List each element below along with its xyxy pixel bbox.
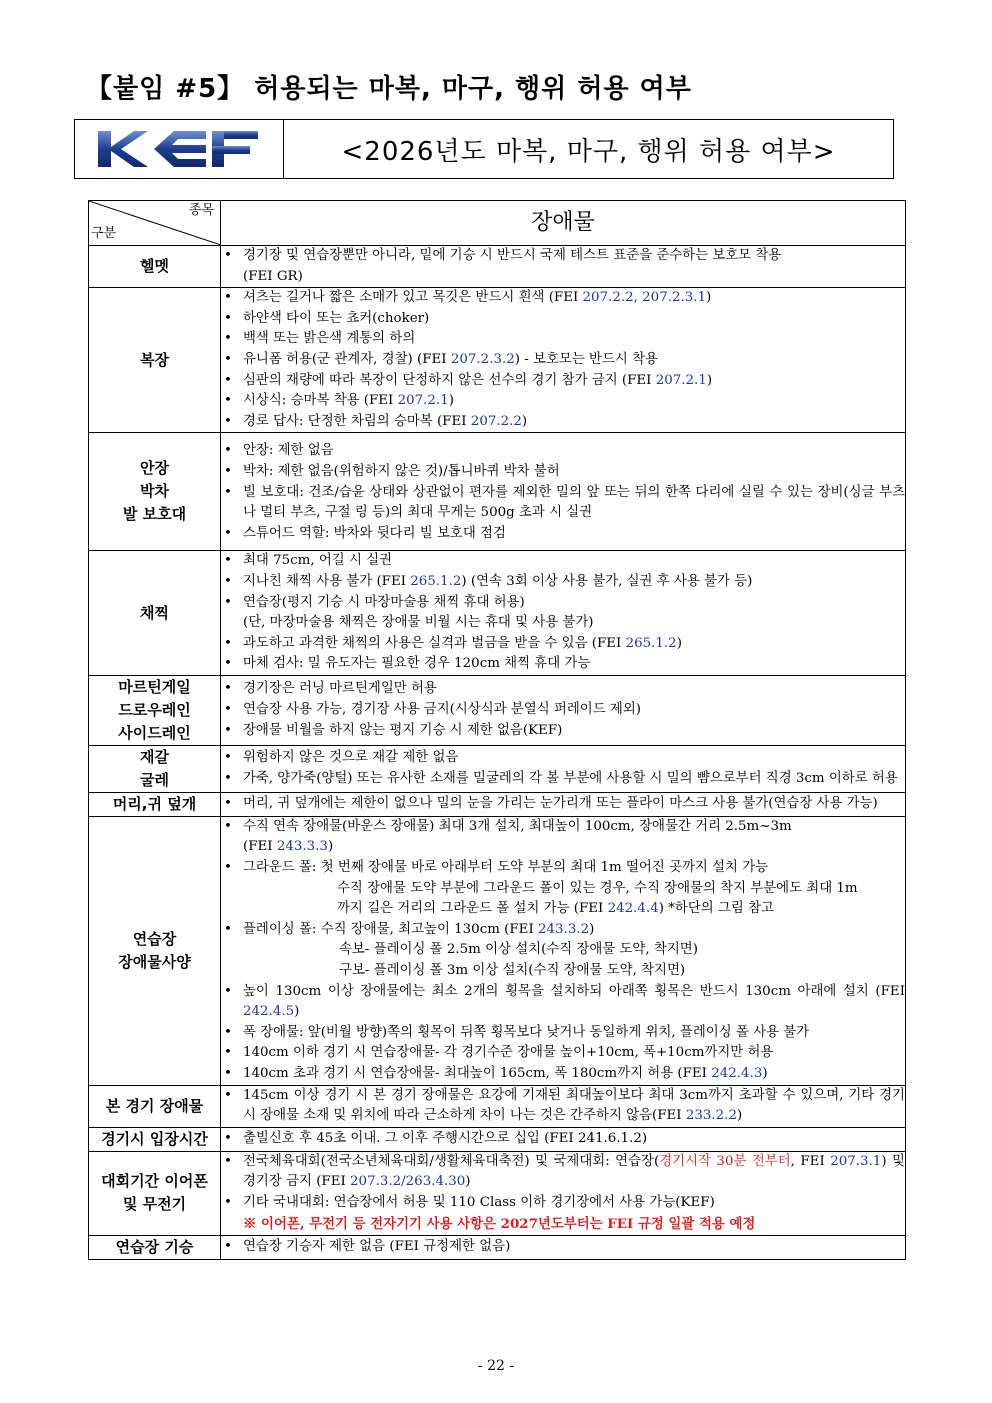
corner-bottom-label: 구분 [91, 226, 117, 242]
list-item: • 출빌신호 후 45초 이내. 그 이후 주행시간으로 십입 (FEI 241.6.1.2) [221, 1129, 905, 1150]
kef-logo-icon [94, 127, 264, 171]
list-item: • 빌 보호대: 건조/습윤 상태와 상관없이 편자를 제외한 밀의 앞 또는 뒤의 한쪽 다리에 실릴 수 있는 장비(싱글 부츠나 멀티 부츠, 구절 링 등)의 최대 무게는 500g 초과 시 실권 [221, 483, 905, 524]
list-item: • 플레이싱 폴: 수직 장애물, 최고높이 130cm (FEI 243.3.2) 속보- 플레이싱 폴 2.5m 이상 설치(수직 장애물 도약, 착지면) 구보- 플레이싱 폴 3m 이상 설치(수직 장애물 도약, 착지면) [221, 920, 905, 982]
row-content [221, 551, 906, 676]
list-item: • 백색 또는 밝은색 계통의 하의 [221, 329, 905, 350]
list-item: • 경기장 및 연습장뿐만 아니라, 밑에 기승 시 반드시 국제 테스트 표준을 준수하는 보호모 착용 (FEI GR) [221, 246, 905, 287]
list-item: • 머리, 귀 덮개에는 제한이 없으나 밀의 눈을 가리는 눈가리개 또는 플라이 마스크 사용 불가(연습장 사용 가능) [221, 794, 905, 815]
list-item: • 유니폼 허용(군 관계자, 경찰) (FEI 207.2.3.2) - 보호모는 반드시 착용 [221, 350, 905, 371]
list-item: • 시상식: 승마복 착용 (FEI 207.2.1) [221, 391, 905, 412]
table-row [89, 745, 906, 792]
list-item: • 과도하고 과격한 채찍의 사용은 실격과 벌금을 받을 수 있음 (FEI 265.1.2) [221, 634, 905, 655]
row-content [221, 816, 906, 1085]
list-item: • 마체 검사: 밀 유도자는 필요한 경우 120cm 채찍 휴대 가능 [221, 654, 905, 675]
row-category: 경기시 입장시간 [89, 1127, 221, 1151]
list-item: • 수직 연속 장애물(바운스 장애물) 최대 3개 설치, 최대높이 100cm, 장애물간 거리 2.5m~3m (FEI 243.3.3) [221, 817, 905, 858]
table-row [89, 675, 906, 745]
list-item: • 최대 75cm, 어길 시 실권 [221, 551, 905, 572]
table-row [89, 551, 906, 676]
list-item: • 높이 130cm 이상 장애물에는 최소 2개의 횡목을 설치하되 아래쪽 횡목은 반드시 130cm 아래에 설치 (FEI 242.4.5) [221, 982, 905, 1023]
row-content [221, 745, 906, 792]
table-row [89, 1151, 906, 1235]
page-title: 【붙임 #5】 허용되는 마복, 마구, 행위 허용 여부 [86, 74, 692, 104]
logo [75, 120, 284, 178]
list-item: • 셔츠는 길거나 짧은 소매가 있고 목깃은 반드시 흰색 (FEI 207.2.2, 207.2.3.1) [221, 288, 905, 309]
row-category: 채찍 [89, 551, 221, 676]
list-item: • 위험하지 않은 것으로 재갈 제한 없음 [221, 748, 905, 769]
row-category: 본 경기 장애물 [89, 1085, 221, 1127]
table-row [89, 288, 906, 433]
table-row [89, 792, 906, 816]
list-item: • 경로 답사: 단정한 차림의 승마복 (FEI 207.2.2) [221, 412, 905, 433]
table-row [89, 433, 906, 551]
page-number: - 22 - [477, 1358, 515, 1374]
list-item: • 연습장 기승자 제한 없음 (FEI 규정제한 없음) [221, 1237, 905, 1258]
list-item: • 폭 장애물: 앞(비월 방향)쪽의 횡목이 뒤쪽 횡목보다 낮거나 동일하게 위치, 플레이싱 폴 사용 불가 [221, 1023, 905, 1044]
list-item: • 하얀색 타이 또는 쵸커(choker) [221, 309, 905, 330]
list-item: • 연습장 사용 가능, 경기장 사용 금지(시상식과 분열식 퍼레이드 제외) [221, 700, 905, 721]
list-item: • 박차: 제한 없음(위험하지 않은 것)/톱니바퀴 박차 불허 [221, 462, 905, 483]
list-item: • 전국체육대회(전국소년체육대회/생활체육대축전) 및 국제대회: 연습장(경기시작 30분 전부터, FEI 207.3.1) 및 경기장 금지 (FEI 207.3.2/263.4.30) [221, 1152, 905, 1193]
list-item: • 스튜어드 역할: 박차와 뒷다리 빌 보호대 점검 [221, 524, 905, 545]
warning-note: ※ 이어폰, 무전기 등 전자기기 사용 사항은 2027년도부터는 FEI 규정 일괄 적용 예정 [243, 1215, 756, 1232]
table-row [89, 816, 906, 1085]
list-item: • 기타 국내대회: 연습장에서 허용 및 110 Class 이하 경기장에서 사용 가능(KEF) ※ 이어폰, 무전기 등 전자기기 사용 사항은 2027년도부터는 FEI 규정 일괄 적용 예정 [221, 1193, 905, 1235]
list-item: • 장애물 비월을 하지 않는 평지 기승 시 제한 없음(KEF) [221, 721, 905, 742]
table-row [89, 1085, 906, 1127]
row-content [221, 433, 906, 551]
header-row [89, 201, 906, 246]
row-category: 안장 박차 발 보호대 [89, 433, 221, 551]
table-row [89, 1236, 906, 1260]
list-item: • 140cm 이하 경기 시 연습장애물- 각 경기수준 장애물 높이+10cm, 폭+10cm까지만 허용 [221, 1043, 905, 1064]
list-item: • 경기장은 러닝 마르틴게일만 허용 [221, 679, 905, 700]
row-content [221, 1085, 906, 1127]
list-item: • 145cm 이상 경기 시 본 경기 장애물은 요강에 기재된 최대높이보다 최대 3cm까지 초과할 수 있으며, 기타 경기 시 장애물 소재 및 위치에 따라 근소하게 차이 나는 것은 간주하지 않음(FEI 233.2.2) [221, 1086, 905, 1127]
row-category: 대회기간 이어폰 및 무전기 [89, 1151, 221, 1235]
row-content [221, 1151, 906, 1235]
list-item: • 그라운드 폴: 첫 번째 장애물 바로 아래부터 도약 부분의 최대 1m 떨어진 곳까지 설치 가능 수직 장애물 도약 부분에 그라운드 폴이 있는 경우, 수직 장애물의 착지 부분에도 최대 1m 까지 길은 거리의 그라운드 폴 설치 가능 (FEI 242.4.4) *하단의 그림 참고 [221, 858, 905, 920]
row-category: 연습장 장애물사양 [89, 816, 221, 1085]
list-item: • 140cm 초과 경기 시 연습장애물- 최대높이 165cm, 폭 180cm까지 허용 (FEI 242.4.3) [221, 1064, 905, 1085]
corner-cell [89, 201, 221, 246]
row-category: 복장 [89, 288, 221, 433]
list-item: • 심판의 재량에 따라 복장이 단정하지 않은 선수의 경기 참가 금지 (FEI 207.2.1) [221, 371, 905, 392]
row-content [221, 1236, 906, 1260]
row-content [221, 1127, 906, 1151]
list-item: • 지나친 채찍 사용 불가 (FEI 265.1.2) (연속 3회 이상 사용 불가, 실권 후 사용 불가 등) [221, 572, 905, 593]
row-category: 연습장 기승 [89, 1236, 221, 1260]
list-item: • 안장: 제한 없음 [221, 441, 905, 462]
document-subtitle: <2026년도 마복, 마구, 행위 허용 여부> [341, 136, 836, 167]
rules-table [88, 200, 906, 1260]
list-item: • 가죽, 양가죽(양털) 또는 유사한 소재를 밀굴레의 각 볼 부분에 사용할 시 밀의 뺨으로부터 직경 3cm 이하로 허용 [221, 769, 905, 790]
row-category: 헬멧 [89, 246, 221, 288]
row-category: 마르틴게일 드로우레인 사이드레인 [89, 675, 221, 745]
row-category: 머리,귀 덮개 [89, 792, 221, 816]
header-box [74, 119, 894, 179]
list-item: • 연습장(평지 기승 시 마장마술용 채찍 휴대 허용) (단, 마장마술용 채찍은 장애물 비월 시는 휴대 및 사용 불가) [221, 593, 905, 634]
row-content [221, 246, 906, 288]
row-content [221, 675, 906, 745]
corner-top-label: 종목 [188, 203, 214, 218]
row-content [221, 792, 906, 816]
table-row [89, 1127, 906, 1151]
table-row [89, 246, 906, 288]
row-content [221, 288, 906, 433]
row-category: 재갈 굴레 [89, 745, 221, 792]
column-header: 장애물 [221, 201, 906, 246]
